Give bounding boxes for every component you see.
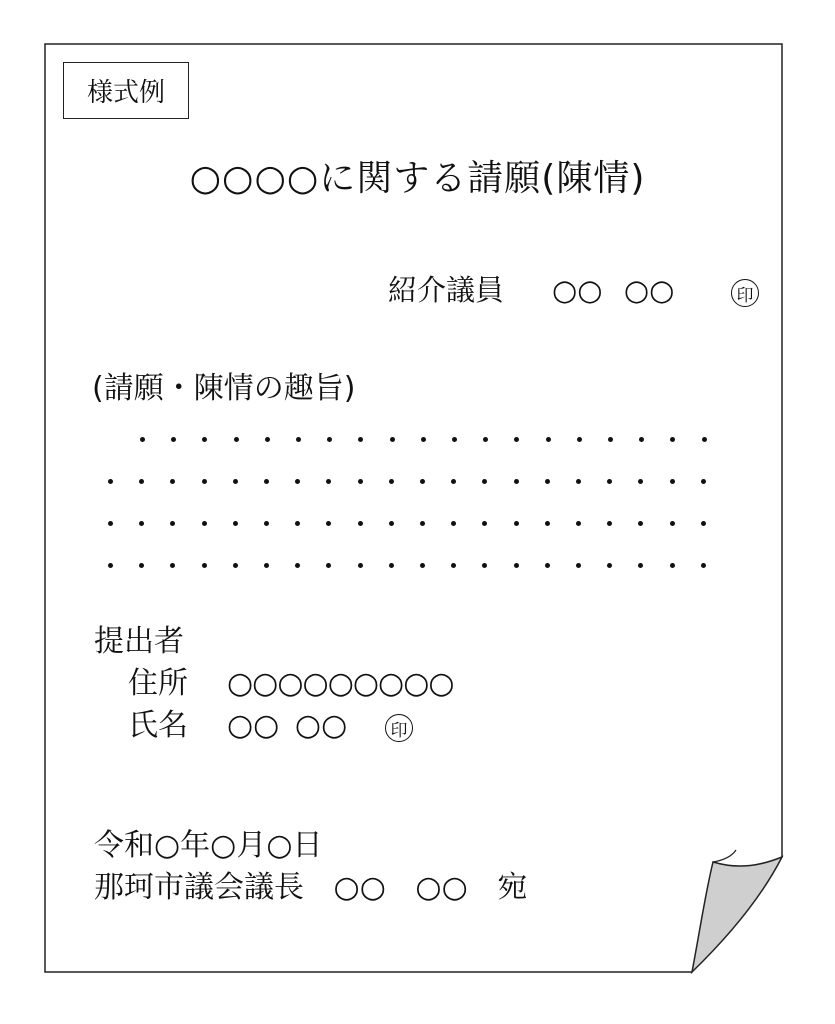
placeholder-dot [482,563,487,568]
placeholder-dot [670,479,675,484]
addressee: 那珂市議会議長 ○○ ○○ 宛 [94,870,528,905]
placeholder-dot [139,479,144,484]
placeholder-dot [701,563,706,568]
placeholder-dot [701,479,706,484]
sample-label-box [63,62,189,119]
placeholder-dot [608,437,613,442]
placeholder-dot [108,563,113,568]
placeholder-dot [108,521,113,526]
placeholder-dot [702,437,707,442]
placeholder-dot [171,437,176,442]
placeholder-dot [483,437,488,442]
placeholder-dot [233,521,238,526]
placeholder-dot [576,563,581,568]
placeholder-dot [139,563,144,568]
name-label: 氏名 [128,708,188,743]
placeholder-dot [264,479,269,484]
sample-label: 様式例 [86,78,165,108]
placeholder-dot [482,479,487,484]
placeholder-dot [514,521,519,526]
placeholder-dot [451,521,456,526]
submitter-seal-icon [385,714,413,742]
placeholder-dot [577,437,582,442]
placeholder-dot [233,479,238,484]
placeholder-dot [639,437,644,442]
placeholder-dot [233,563,238,568]
document-title: ○○○○に関する請願(陳情) [189,158,646,199]
placeholder-dot [202,521,207,526]
placeholder-dot [670,437,675,442]
body-placeholder-row-4 [100,556,740,576]
placeholder-dot [264,521,269,526]
placeholder-dot [576,521,581,526]
placeholder-dot [358,521,363,526]
placeholder-dot [638,563,643,568]
placeholder-dot [545,563,550,568]
introducer-seal-text: 印 [736,285,754,306]
placeholder-dot [295,521,300,526]
placeholder-dot [140,437,145,442]
placeholder-dot [389,521,394,526]
placeholder-dot [514,437,519,442]
address-value: ○○○○○○○○○ [227,666,454,701]
placeholder-dot [202,479,207,484]
placeholder-dot [607,479,612,484]
placeholder-dot [295,479,300,484]
placeholder-dot [390,437,395,442]
placeholder-dot [638,521,643,526]
placeholder-dot [202,563,207,568]
introducer-names: ○○ ○○ [552,273,675,307]
placeholder-dot [265,437,270,442]
address-label: 住所 [128,666,188,701]
placeholder-dot [389,479,394,484]
placeholder-dot [451,563,456,568]
placeholder-dot [170,563,175,568]
placeholder-dot [108,479,113,484]
placeholder-dot [326,563,331,568]
placeholder-dot [234,437,239,442]
placeholder-dot [358,437,363,442]
placeholder-dot [514,563,519,568]
placeholder-dot [202,437,207,442]
placeholder-dot [327,437,332,442]
placeholder-dot [420,563,425,568]
document-date: 令和○年○月○日 [94,828,323,863]
submitter-seal-text: 印 [390,720,408,741]
placeholder-dot [264,563,269,568]
placeholder-dot [420,479,425,484]
introducer-seal-icon [731,279,759,307]
placeholder-dot [326,521,331,526]
placeholder-dot [514,479,519,484]
placeholder-dot [170,521,175,526]
submitter-label: 提出者 [94,624,184,659]
body-placeholder-row-1 [100,430,740,450]
placeholder-dot [576,479,581,484]
placeholder-dot [546,437,551,442]
name-value: ○○ ○○ [227,708,348,743]
placeholder-dot [296,437,301,442]
placeholder-dot [607,521,612,526]
placeholder-dot [451,479,456,484]
introducer-label: 紹介議員 [388,273,505,307]
placeholder-dot [701,521,706,526]
placeholder-dot [452,437,457,442]
placeholder-dot [420,521,425,526]
placeholder-dot [670,563,675,568]
placeholder-dot [326,479,331,484]
placeholder-dot [482,521,487,526]
placeholder-dot [545,521,550,526]
placeholder-dot [358,563,363,568]
placeholder-dot [170,479,175,484]
purpose-heading: (請願・陳情の趣旨) [92,371,356,406]
body-placeholder-row-3 [100,514,740,534]
placeholder-dot [421,437,426,442]
placeholder-dot [670,521,675,526]
body-placeholder-row-2 [100,472,740,492]
placeholder-dot [607,563,612,568]
placeholder-dot [139,521,144,526]
placeholder-dot [358,479,363,484]
placeholder-dot [295,563,300,568]
placeholder-dot [389,563,394,568]
placeholder-dot [638,479,643,484]
placeholder-dot [545,479,550,484]
